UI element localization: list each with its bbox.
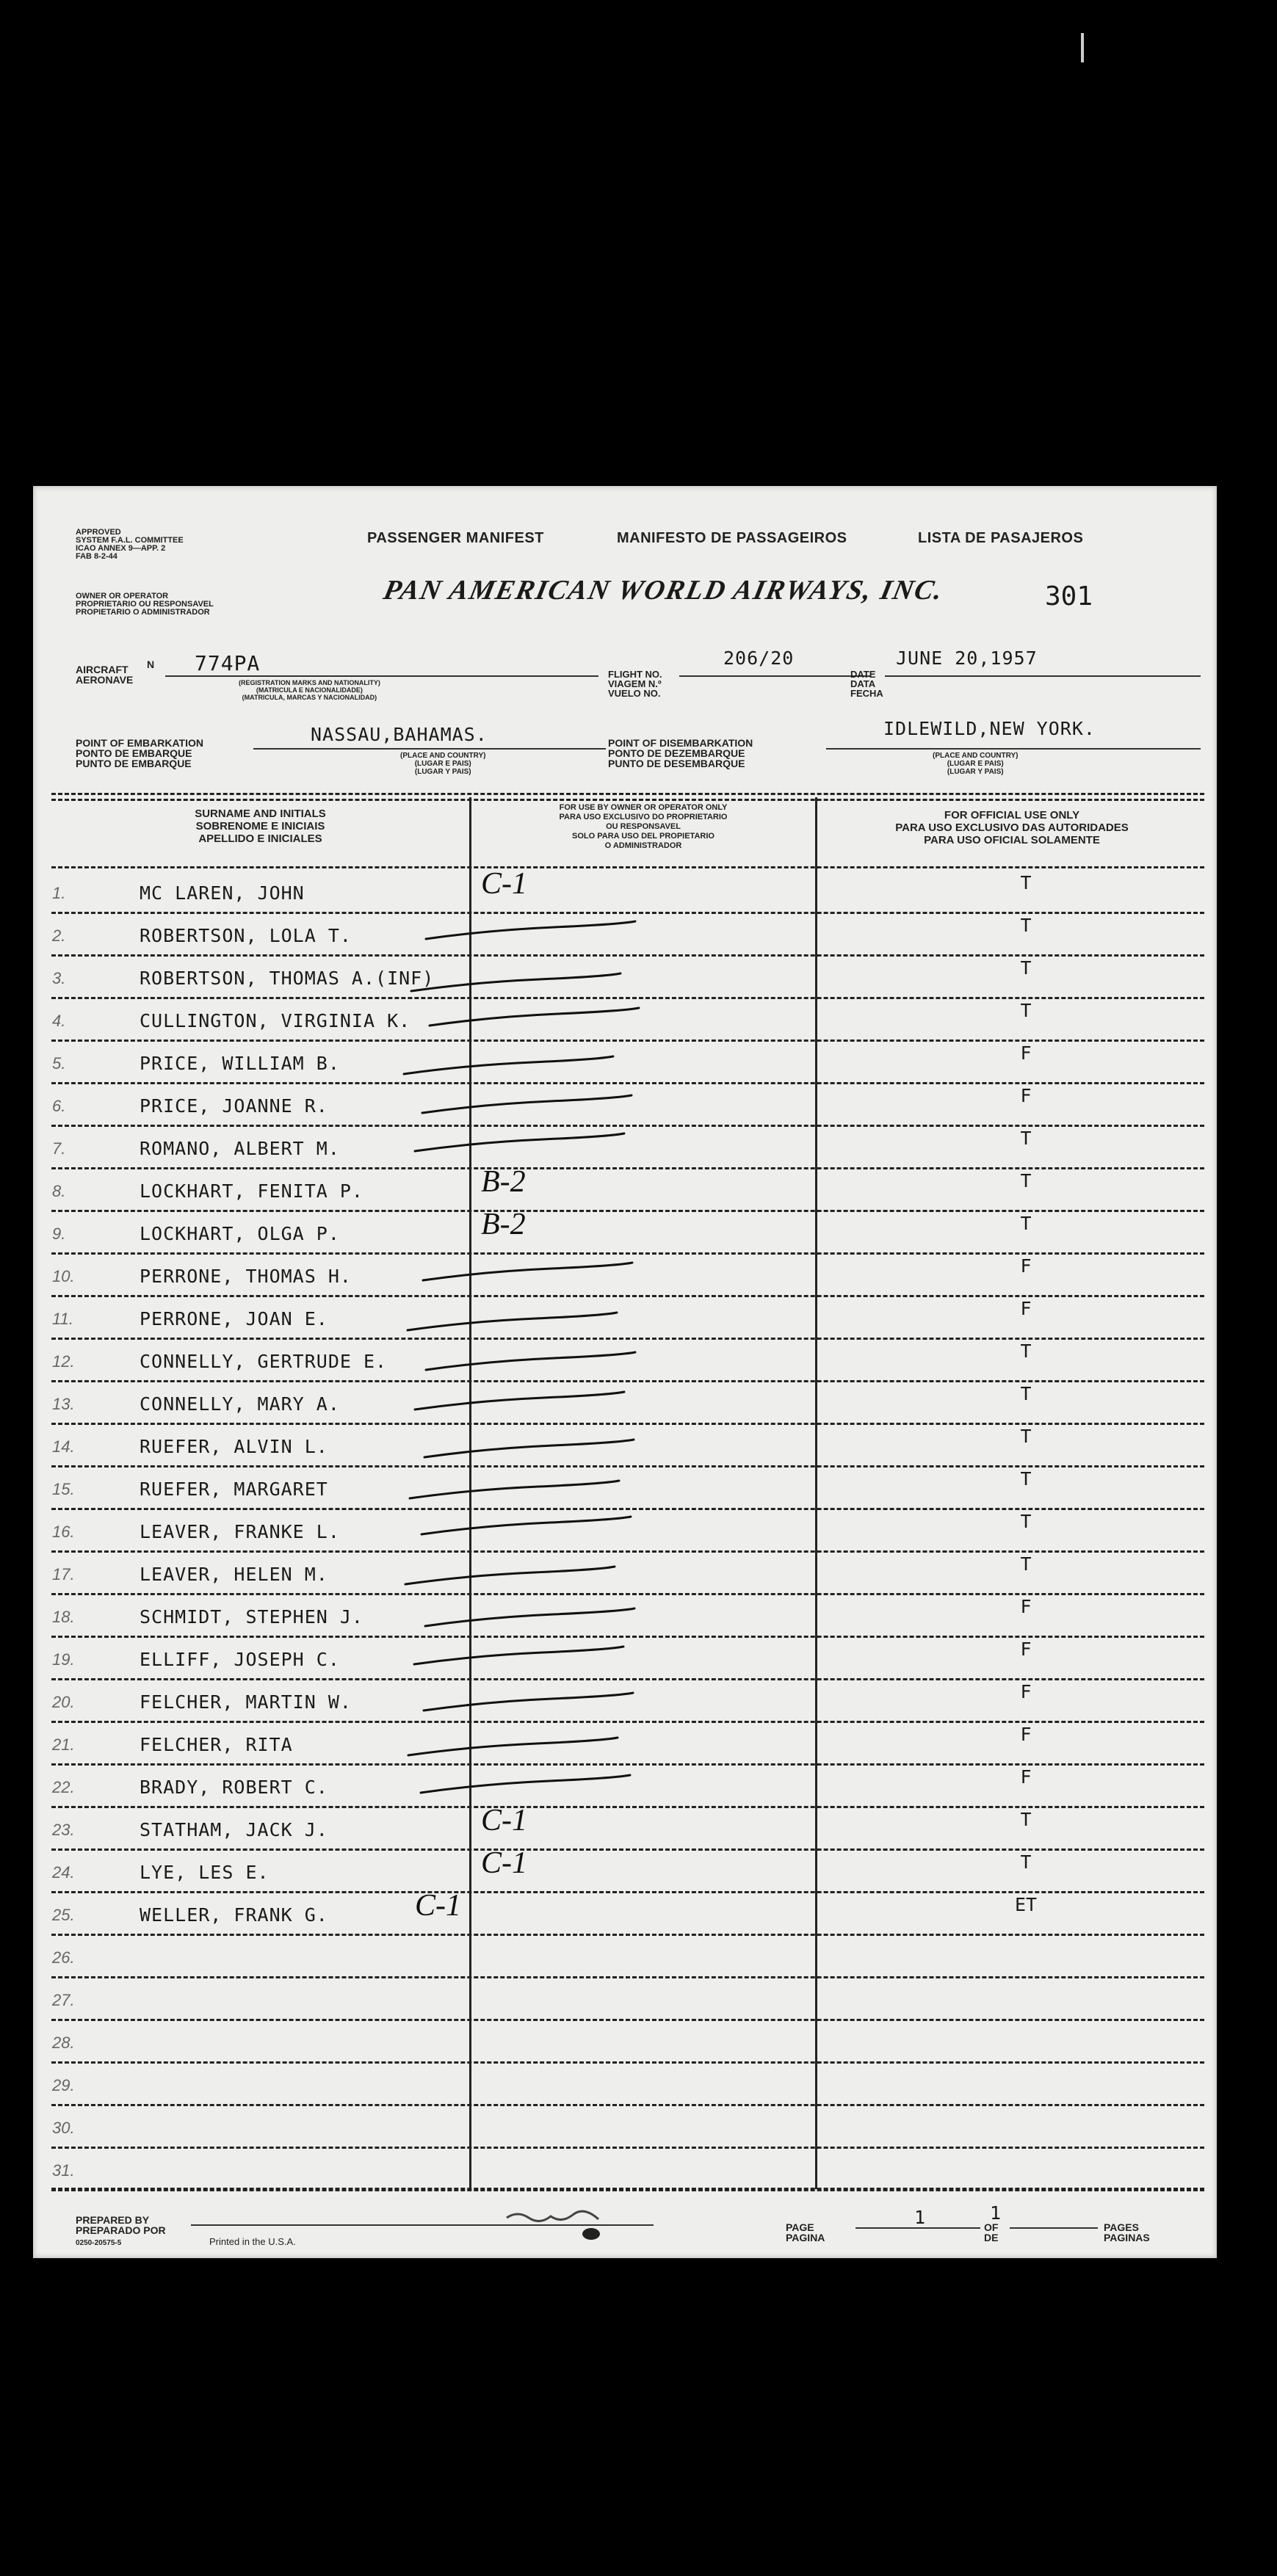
flight-label: VUELO NO. [608,688,661,699]
ditto-stroke [411,1387,632,1417]
passenger-name: ROMANO, ALBERT M. [140,1138,340,1159]
handwritten-note: C-1 [481,1846,527,1880]
passenger-name: RUEFER, ALVIN L. [140,1436,328,1457]
official-mark: F [1020,1596,1032,1617]
row-number: 13. [52,1395,75,1413]
ditto-stroke [422,1348,643,1377]
row-divider [51,1125,1204,1127]
official-mark: T [1020,1340,1032,1362]
row-divider [51,1763,1204,1766]
official-mark: T [1020,1383,1032,1404]
handwritten-note: C-1 [481,1804,527,1837]
ditto-stroke [419,1091,639,1120]
approval-line: APPROVED [76,528,121,537]
official-mark: F [1020,1639,1032,1660]
disembark-label: PONTO DE DEZEMBARQUE [608,747,745,759]
flight-label: VIAGEM N.º [608,678,662,689]
passenger-name: LEAVER, HELEN M. [140,1564,328,1585]
passenger-name: LOCKHART, OLGA P. [140,1223,340,1244]
official-mark: T [1020,1213,1032,1234]
ditto-stroke [422,1604,642,1633]
column-header-line: APELLIDO E INICIALES [198,832,322,845]
title-portuguese: MANIFESTO DE PASSAGEIROS [617,530,847,546]
row-divider [51,1891,1204,1893]
passenger-name: MC LAREN, JOHN [140,882,305,904]
passenger-name: ROBERTSON, LOLA T. [140,925,352,946]
column-header-line: FOR USE BY OWNER OR OPERATOR ONLY [559,803,728,812]
ditto-stroke [420,1688,640,1718]
title-english: PASSENGER MANIFEST [367,530,544,546]
embark-label: POINT OF EMBARKATION [76,737,203,749]
place-country-label: (LUGAR E PAIS) [414,760,471,768]
pages-labels [1104,2222,1150,2243]
sheet-number: 301 [1045,581,1093,612]
aircraft-sublabels [239,679,380,701]
scan-artifact [1081,33,1084,62]
table-bottom-border [51,2188,1204,2190]
passenger-name: FELCHER, MARTIN W. [140,1691,352,1713]
place-country-label: (LUGAR E PAIS) [947,760,1004,768]
passenger-name: LOCKHART, FENITA P. [140,1180,363,1202]
passenger-name: PRICE, WILLIAM B. [140,1053,340,1074]
official-mark: T [1020,915,1032,936]
row-divider [51,2061,1204,2064]
of-underline [1010,2227,1098,2229]
row-number: 1. [52,884,66,902]
disembark-label: POINT OF DISEMBARKATION [608,737,753,749]
embark-sublabels [400,752,485,776]
official-mark: T [1020,1553,1032,1575]
flight-date: JUNE 20,1957 [896,647,1038,669]
flight-labels [608,670,662,698]
place-country-label: (LUGAR Y PAIS) [947,768,1004,776]
ditto-stroke [400,1052,621,1081]
date-labels [850,670,883,698]
row-number: 10. [52,1267,75,1285]
ditto-stroke [421,1435,641,1465]
column-header-line: SURNAME AND INITIALS [195,808,326,820]
handwritten-note: B-2 [481,1165,526,1199]
official-mark: F [1020,1724,1032,1745]
row-number: 16. [52,1523,75,1541]
ink-blot [580,2226,602,2242]
embark-place: NASSAU,BAHAMAS. [311,724,488,745]
row-number: 30. [52,2119,75,2137]
row-number: 9. [52,1224,66,1243]
column-header-names [51,808,469,845]
ditto-stroke [422,917,643,946]
row-divider [51,997,1204,999]
row-divider [51,1550,1204,1553]
official-mark: F [1020,1042,1032,1064]
row-divider [51,1040,1204,1042]
owner-labels [76,592,214,617]
column-header-official [817,809,1207,846]
column-header-line: PARA USO EXCLUSIVO DAS AUTORIDADES [895,821,1129,834]
row-divider [51,1295,1204,1297]
row-number: 7. [52,1139,66,1158]
column-header-line: OU RESPONSAVEL [606,822,681,831]
disembark-place: IDLEWILD,NEW YORK. [883,718,1096,739]
row-divider [51,1678,1204,1680]
passenger-name: BRADY, ROBERT C. [140,1777,328,1798]
prepared-label: PREPARED BY [76,2214,150,2226]
disembark-label: PUNTO DE DESEMBARQUE [608,758,745,769]
of-label: DE [984,2232,999,2243]
row-divider [51,1806,1204,1808]
row-number: 21. [52,1735,75,1754]
row-divider [51,954,1204,957]
handwritten-note: C-1 [481,867,527,901]
of-labels [984,2222,998,2243]
owner-label: PROPRIETARIO OU RESPONSAVEL [76,600,214,609]
row-divider [51,1976,1204,1978]
ditto-stroke [405,1733,625,1763]
passenger-name: CONNELLY, GERTRUDE E. [140,1351,388,1372]
official-mark: T [1020,1128,1032,1149]
manifest-page [33,486,1217,2258]
passenger-name: STATHAM, JACK J. [140,1819,328,1840]
row-number: 27. [52,1991,75,2009]
row-divider [51,1636,1204,1638]
row-number: 22. [52,1778,75,1796]
prepared-label: PREPARADO POR [76,2224,166,2236]
row-number: 5. [52,1054,66,1073]
title-spanish: LISTA DE PASAJEROS [918,530,1084,546]
row-number: 29. [52,2076,75,2094]
ditto-stroke [417,1771,637,1800]
row-number: 2. [52,926,66,945]
passenger-name: RUEFER, MARGARET [140,1479,328,1500]
column-header-operator [471,803,815,851]
official-mark: F [1020,1085,1032,1106]
row-divider [51,1465,1204,1467]
flight-label: FLIGHT NO. [608,669,662,680]
disembark-sublabels [933,752,1018,776]
passenger-name: CULLINGTON, VIRGINIA K. [140,1010,411,1031]
column-header-line: PARA USO EXCLUSIVO DO PROPRIETARIO [559,813,728,821]
row-divider [51,2147,1204,2149]
row-divider [51,1593,1204,1595]
handwritten-note: B-2 [481,1208,526,1241]
column-divider-2 [815,797,817,2189]
column-header-line: FOR OFFICIAL USE ONLY [944,809,1080,821]
row-number: 18. [52,1608,75,1626]
printed-in: Printed in the U.S.A. [209,2236,296,2247]
passenger-name: ROBERTSON, THOMAS A.(INF) [140,968,435,989]
ditto-stroke [406,1476,626,1506]
owner-label: PROPIETARIO O ADMINISTRADOR [76,608,210,617]
aircraft-no-prefix: N [147,658,155,670]
official-mark: T [1020,1000,1032,1021]
row-divider [51,1721,1204,1723]
aircraft-sublabel: (MATRICULA E NACIONALIDADE) [256,686,363,694]
ditto-stroke [419,1258,640,1288]
row-number: 24. [52,1863,75,1882]
official-mark: T [1020,1511,1032,1532]
passenger-name: FELCHER, RITA [140,1734,293,1755]
aircraft-number: 774PA [195,651,261,675]
official-mark: T [1020,1851,1032,1873]
official-mark: T [1020,957,1032,979]
official-mark: F [1020,1681,1032,1702]
official-mark: T [1020,1468,1032,1490]
row-divider [51,1934,1204,1936]
date-label: DATA [850,678,876,689]
approval-line: ICAO ANNEX 9—APP. 2 [76,544,166,553]
place-country-label: (PLACE AND COUNTRY) [933,752,1019,760]
owner-label: OWNER OR OPERATOR [76,592,169,601]
page-underline [855,2227,980,2229]
prepared-labels [76,2215,166,2235]
embark-label: PONTO DE EMBARQUE [76,747,192,759]
disembark-labels [608,738,753,769]
passenger-name: CONNELLY, MARY A. [140,1393,340,1415]
row-number: 19. [52,1650,75,1669]
column-header-line: O ADMINISTRADOR [604,841,682,850]
passenger-name: PRICE, JOANNE R. [140,1095,328,1117]
row-divider [51,1380,1204,1382]
row-divider [51,2019,1204,2021]
aircraft-labels [76,664,133,685]
page-labels [786,2222,825,2243]
aircraft-label: AERONAVE [76,674,134,686]
passenger-name: ELLIFF, JOSEPH C. [140,1649,340,1670]
row-divider [51,1423,1204,1425]
aircraft-label: AIRCRAFT [76,664,129,675]
aircraft-underline [165,675,598,677]
header-bottom-border [51,866,1204,868]
ditto-stroke [404,1308,624,1338]
row-divider [51,1508,1204,1510]
row-number: 8. [52,1182,66,1200]
preparer-signature-smudge [503,2207,606,2228]
official-mark: F [1020,1255,1032,1277]
pages-label: PAGES [1104,2221,1139,2233]
passenger-name: SCHMIDT, STEPHEN J. [140,1606,363,1628]
approval-line: FAB 8-2-44 [76,552,117,561]
official-mark: F [1020,1298,1032,1319]
approval-line: SYSTEM F.A.L. COMMITTEE [76,536,184,545]
row-divider [51,912,1204,914]
row-number: 26. [52,1948,75,1967]
of-label: OF [984,2221,999,2233]
official-mark: F [1020,1766,1032,1788]
table-top-border [51,793,1204,795]
ditto-stroke [418,1512,638,1542]
column-header-line: SOBRENOME E INICIAIS [195,820,325,832]
row-number: 14. [52,1437,75,1456]
row-number: 12. [52,1352,75,1371]
row-number: 17. [52,1565,75,1583]
row-divider [51,1210,1204,1212]
row-number: 31. [52,2161,75,2180]
page-label: PAGINA [786,2232,825,2243]
date-label: FECHA [850,688,883,699]
aircraft-sublabel: (MATRICULA, MARCAS Y NACIONALIDAD) [242,694,377,701]
flight-number: 206/20 [723,647,795,669]
official-mark: T [1020,1426,1032,1447]
form-code: 0250-20575-5 [76,2239,122,2247]
ditto-stroke [426,1004,646,1033]
row-number: 23. [52,1821,75,1839]
ditto-stroke [402,1562,622,1592]
official-mark: ET [1014,1894,1038,1915]
ditto-stroke [408,969,628,998]
official-mark: T [1020,1809,1032,1830]
date-label: DATE [850,669,876,680]
place-country-label: (PLACE AND COUNTRY) [400,752,486,760]
column-header-line: PARA USO OFICIAL SOLAMENTE [924,834,1100,846]
aircraft-sublabel: (REGISTRATION MARKS AND NATIONALITY) [239,679,380,686]
passenger-name: LEAVER, FRANKE L. [140,1521,340,1542]
row-number: 11. [52,1310,73,1328]
row-number: 3. [52,969,66,987]
official-mark: T [1020,872,1032,893]
row-number: 4. [52,1012,66,1030]
row-number: 6. [52,1097,66,1115]
ditto-stroke [410,1642,631,1672]
table-top-border-2 [51,799,1204,801]
page-number: 1 [914,2207,927,2228]
passenger-name: PERRONE, THOMAS H. [140,1266,352,1287]
row-divider [51,2104,1204,2106]
row-number: 28. [52,2033,75,2052]
flight-underline [679,675,870,677]
ditto-stroke [411,1129,632,1158]
embark-labels [76,738,203,769]
operator-name: PAN AMERICAN WORLD AIRWAYS, INC. [380,575,947,606]
row-number: 25. [52,1906,75,1924]
row-divider [51,1338,1204,1340]
approval-block [76,529,184,561]
total-pages-number: 1 [990,2202,1002,2224]
embark-label: PUNTO DE EMBARQUE [76,758,192,769]
pages-label: PAGINAS [1104,2232,1150,2243]
place-country-label: (LUGAR Y PAIS) [414,768,471,776]
disembark-underline [826,748,1201,750]
passenger-name: WELLER, FRANK G. [140,1904,328,1926]
official-mark: T [1020,1170,1032,1191]
row-number: 20. [52,1693,75,1711]
row-divider [51,1167,1204,1169]
row-divider [51,1252,1204,1255]
page-label: PAGE [786,2221,814,2233]
handwritten-note: C-1 [415,1889,461,1923]
row-divider [51,1082,1204,1084]
row-divider [51,1848,1204,1851]
passenger-name: LYE, LES E. [140,1862,269,1883]
passenger-name: PERRONE, JOAN E. [140,1308,328,1329]
column-header-line: SOLO PARA USO DEL PROPIETARIO [572,832,715,841]
date-underline [885,675,1201,677]
row-number: 15. [52,1480,75,1498]
embark-underline [253,748,606,750]
